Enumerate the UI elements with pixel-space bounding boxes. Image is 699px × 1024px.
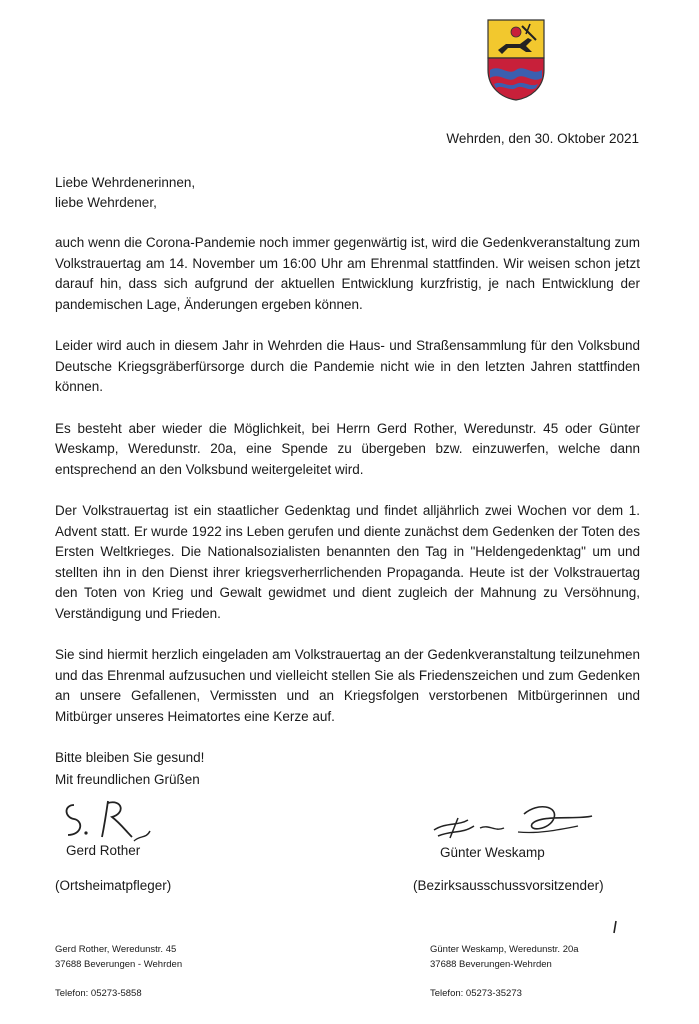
signature-gerd-rother xyxy=(60,795,170,845)
signature-guenter-weskamp xyxy=(428,800,598,844)
salutation xyxy=(55,173,195,213)
footer-1-address-line-2: 37688 Beverungen - Wehrden xyxy=(55,959,183,970)
paragraph-6: Bitte bleiben Sie gesund! xyxy=(55,750,205,765)
stray-ink-mark xyxy=(612,920,618,934)
paragraph-1: auch wenn die Corona-Pandemie noch immer gegenwärtig ist, wird die Gedenkveranstaltung zum Volkstrauertag am 14. November um 16:00 Uhr am Ehrenmal stattfinden. Wir weisen schon jetzt darauf hin, dass sich aufgrund der aktuellen Entwicklung kurzfristig, je nach Entwicklung der pandemischen Lage, Änderungen ergeben können. xyxy=(55,235,640,312)
salutation-line-2: liebe Wehrdener, xyxy=(55,195,157,210)
signatory-2-name: Günter Weskamp xyxy=(440,845,545,860)
paragraph-4: Der Volkstrauertag ist ein staatlicher Gedenktag und findet alljährlich zwei Wochen vor dem 1. Advent statt. Er wurde 1922 ins Leben gerufen und diente zunächst dem Gedenken der Toten des Ersten Weltkrieges. Die Nationalsozialisten benannten den Tag in "Heldengedenktag" um und stellten ihn in den Dienst ihrer kriegsverherrlichenden Propaganda. Heute ist der Volkstrauertag den Toten von Krieg und Gewalt gewidmet und dient zugleich der Mahnung zu Versöhnung, Verständigung und Frieden. xyxy=(55,503,640,621)
signatory-2-role: (Bezirksausschussvorsitzender) xyxy=(413,878,604,893)
paragraph-3: Es besteht aber wieder die Möglichkeit, bei Herrn Gerd Rother, Weredunstr. 45 oder Günter Weskamp, Weredunstr. 20a, eine Spende zu übergeben bzw. einzuwerfen, welche dann entsprechend an den Volksbund weitergeleitet wird. xyxy=(55,420,640,477)
place-date: Wehrden, den 30. Oktober 2021 xyxy=(446,131,639,146)
footer-1-phone: Telefon: 05273-5858 xyxy=(55,988,142,999)
footer-1-address-line-1: Gerd Rother, Weredunstr. 45 xyxy=(55,944,177,955)
footer-2-address-line-2: 37688 Beverungen-Wehrden xyxy=(430,959,552,970)
footer-2-address-line-1: Günter Weskamp, Weredunstr. 20a xyxy=(430,944,579,955)
signatory-1-role: (Ortsheimatpfleger) xyxy=(55,878,172,893)
paragraph-5: Sie sind hiermit herzlich eingeladen am Volkstrauertag an der Gedenkveranstaltung teilzunehmen und das Ehrenmal aufzusuchen und vielleicht stellen Sie als Friedenszeichen und zum Gedenken an unsere Gefallenen, Vermissten und an Kriegsfolgen verstorbenen Mitbürgerinnen und Mitbürger unseres Heimatortes eine Kerze auf. xyxy=(55,647,640,724)
footer-2-phone: Telefon: 05273-35273 xyxy=(430,988,522,999)
paragraph-2: Leider wird auch in diesem Jahr in Wehrden die Haus- und Straßensammlung für den Volksbund Deutsche Kriegsgräberfürsorge durch die Pandemie nicht wie in den letzten Jahren stattfinden können. xyxy=(55,338,640,394)
letter-body xyxy=(55,233,640,790)
footer-signatory-2 xyxy=(430,942,579,1001)
coat-of-arms-icon xyxy=(486,18,546,102)
salutation-line-1: Liebe Wehrdenerinnen, xyxy=(55,175,196,190)
signatory-1-name: Gerd Rother xyxy=(66,843,141,858)
closing: Mit freundlichen Grüßen xyxy=(55,772,200,787)
footer-signatory-1 xyxy=(55,942,182,1001)
